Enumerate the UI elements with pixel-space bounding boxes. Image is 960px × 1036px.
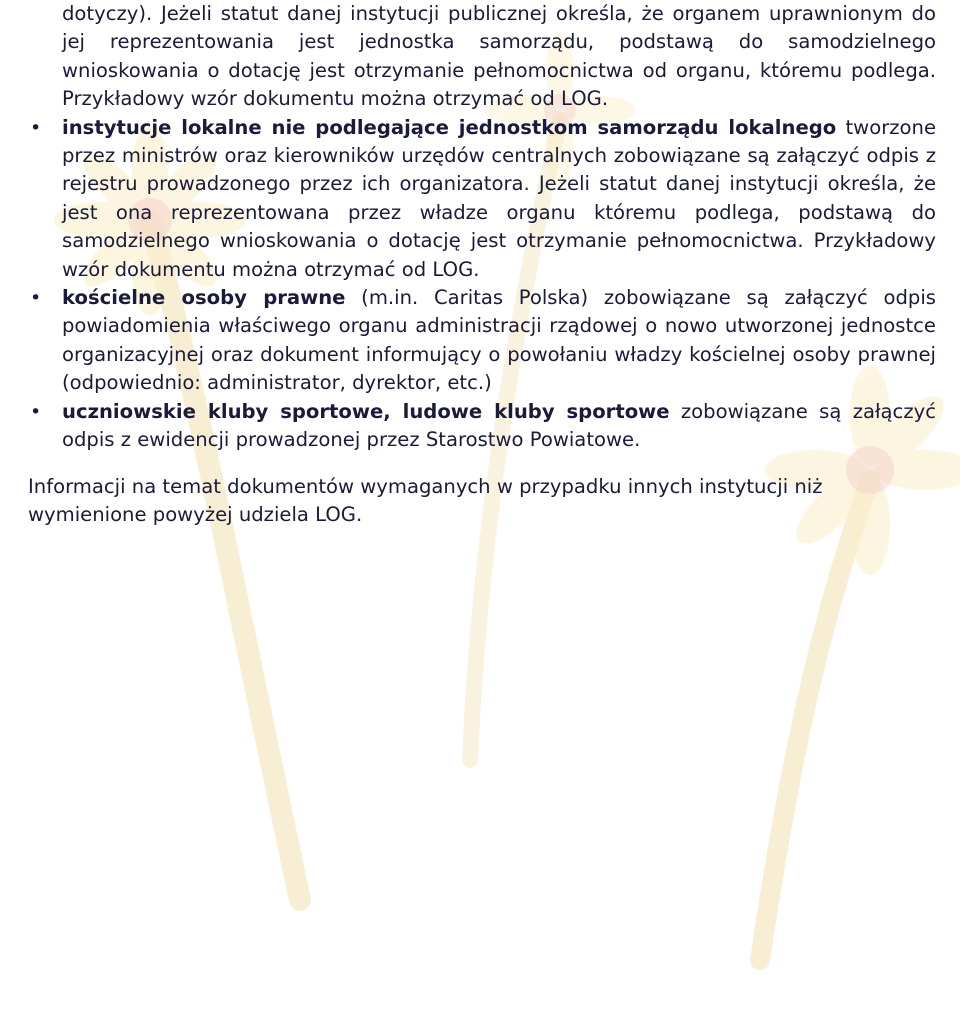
lead-paragraph: dotyczy). Jeżeli statut danej instytucji publicznej określa, że organem uprawnionym do jej reprezentowania jest jednostka samorządu, podstawą do samodzielnego wnioskowania o dotację jest otrzymanie pełnomocnictwa od organu, któremu podlega. Przykładowy wzór dokumentu można otrzymać od LOG. bbox=[62, 2, 936, 111]
closing-paragraph: Informacji na temat dokumentów wymaganych w przypadku innych instytucji niż wymienione powyżej udziela LOG. bbox=[28, 474, 823, 526]
bullet-icon: • bbox=[30, 400, 42, 423]
bullet-icon: • bbox=[30, 116, 42, 139]
bullet-text: tworzone przez ministrów oraz kierowników urzędów centralnych zobowiązane są załączyć odpis z rejestru prowadzonego przez ich organizatora. Jeżeli statut danej instytucji określa, że jest ona reprezentowana przez władze organu któremu podlega, podstawą do samodzielnego wnioskowania o dotację jest otrzymanie pełnomocnictwa. Przykładowy wzór dokumentu można otrzymać od LOG. bbox=[62, 115, 936, 281]
bullet-heading: uczniowskie kluby sportowe, ludowe kluby sportowe bbox=[62, 399, 670, 423]
bullet-icon: • bbox=[30, 287, 42, 310]
bullet-heading: kościelne osoby prawne bbox=[62, 286, 346, 310]
bullet-text: (m.in. Caritas Polska) zobowiązane są załączyć odpis powiadomienia właściwego organu administracji rządowej o nowo utworzonej jednostce organizacyjnej oraz dokument informujący o powołaniu władzy kościelnej osoby prawnej (odpowiednio: administrator, dyrektor, etc.) bbox=[62, 286, 936, 395]
bullet-heading: instytucje lokalne nie podlegające jednostkom samorządu lokalnego bbox=[62, 115, 837, 139]
bullet-list bbox=[28, 114, 936, 455]
list-item bbox=[28, 114, 936, 284]
list-item bbox=[28, 284, 936, 398]
bullet-text: zobowiązane są załączyć odpis z ewidencji prowadzonej przez Starostwo Powiatowe. bbox=[62, 399, 936, 452]
list-item bbox=[28, 398, 936, 455]
